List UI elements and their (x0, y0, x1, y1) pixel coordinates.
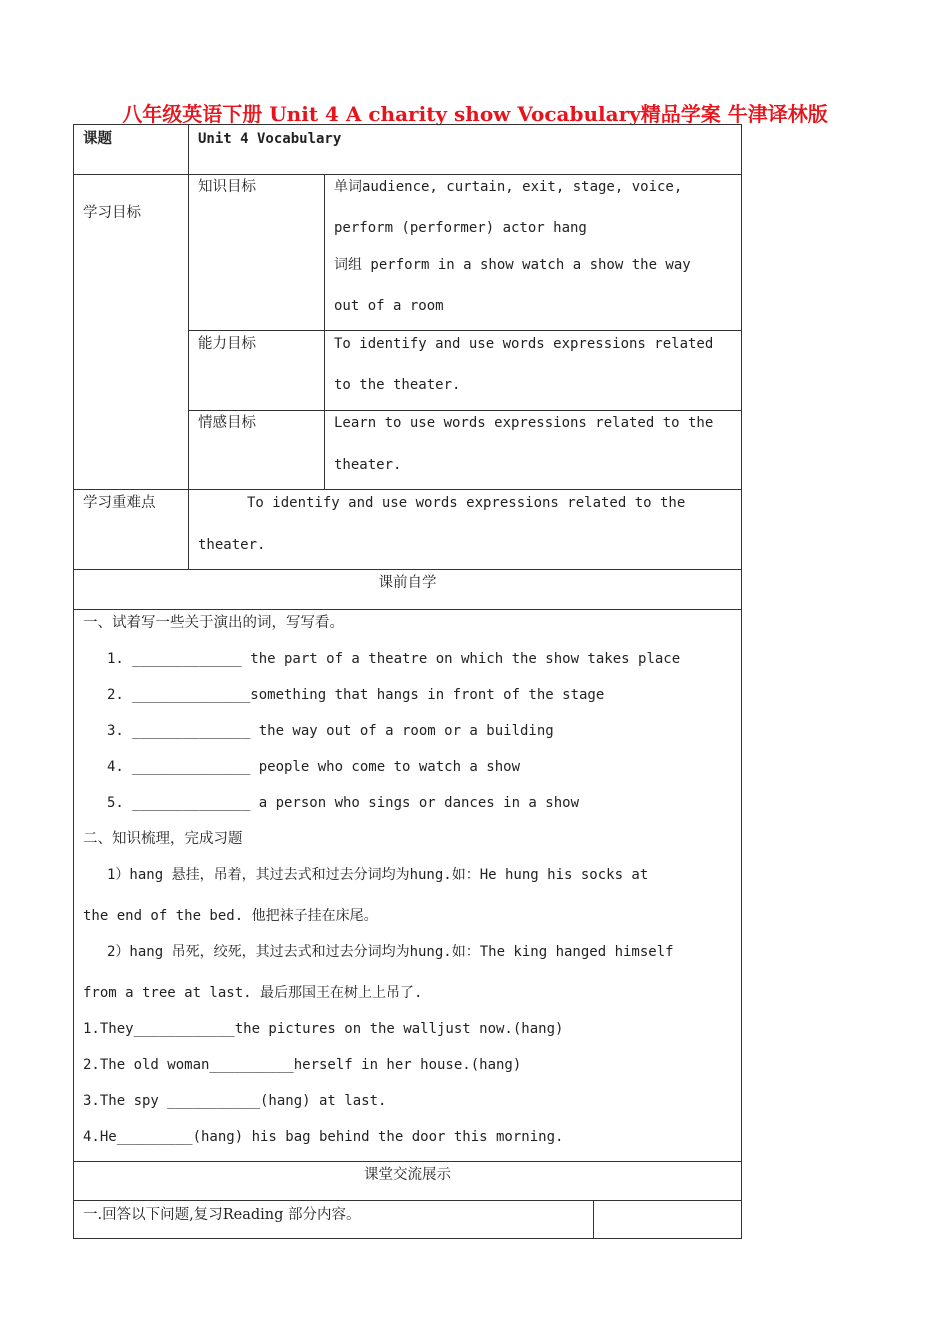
keypoints-line-1: To identify and use words expressions related to the (247, 495, 686, 511)
exercise-item: 3.The spy ___________(hang) at last. (83, 1093, 387, 1109)
keypoints-line-2: theater. (198, 537, 266, 553)
section-2-heading: 二、知识梳理，完成习题 (83, 831, 243, 847)
emotion-line-1: Learn to use words expressions related to the (334, 415, 714, 431)
vocab-item: 4. ______________ people who come to watch a show (107, 759, 521, 775)
keypoints-label: 学习重难点 (83, 495, 156, 511)
note-2-line-2: from a tree at last. 最后那国王在树上上吊了. (83, 985, 423, 1001)
knowledge-label: 知识目标 (198, 179, 256, 195)
ability-line-1: To identify and use words expressions related (334, 336, 714, 352)
emotion-line-2: theater. (334, 457, 402, 473)
class-row-text: 一.回答以下问题,复习Reading 部分内容。 (83, 1207, 361, 1223)
exercise-item: 1.They____________the pictures on the walljust now.(hang) (83, 1021, 564, 1037)
vocab-item: 5. ______________ a person who sings or dances in a show (107, 795, 580, 811)
vocab-item: 1. _____________ the part of a theatre on which the show takes place (107, 651, 681, 667)
class-header: 课堂交流展示 (364, 1167, 451, 1183)
class-row-side-cell (593, 1200, 742, 1239)
vocab-item: 3. ______________ the way out of a room or a building (107, 723, 554, 739)
topic-label: 课题 (83, 130, 112, 147)
ability-label: 能力目标 (198, 336, 256, 352)
vocab-item: 2. ______________something that hangs in front of the stage (107, 687, 605, 703)
page-title: 八年级英语下册 Unit 4 A charity show Vocabulary精品学案 牛津译林版 (122, 102, 828, 126)
goals-label: 学习目标 (83, 205, 141, 221)
knowledge-line-4: out of a room (334, 298, 444, 314)
exercise-item: 4.He_________(hang) his bag behind the door this morning. (83, 1129, 564, 1145)
note-1-line-2: the end of the bed. 他把袜子挂在床尾。 (83, 908, 378, 924)
section-1-heading: 一、试着写一些关于演出的词，写写看。 (83, 615, 344, 631)
knowledge-line-2: perform (performer) actor hang (334, 220, 587, 236)
preview-header: 课前自学 (378, 575, 437, 591)
exercise-item: 2.The old woman__________herself in her house.(hang) (83, 1057, 522, 1073)
knowledge-label-cell (188, 174, 325, 331)
topic-value: Unit 4 Vocabulary (198, 131, 342, 147)
ability-line-2: to the theater. (334, 377, 461, 393)
emotion-label: 情感目标 (198, 415, 256, 431)
knowledge-line-1: 单词audience, curtain, exit, stage, voice, (334, 179, 683, 195)
note-2-line-1: 2）hang 吊死，绞死，其过去式和过去分词均为hung.如：The king hanged himself (107, 944, 674, 960)
knowledge-line-3: 词组 perform in a show watch a show the way (334, 257, 691, 273)
note-1-line-1: 1）hang 悬挂，吊着，其过去式和过去分词均为hung.如：He hung his socks at (107, 867, 649, 883)
